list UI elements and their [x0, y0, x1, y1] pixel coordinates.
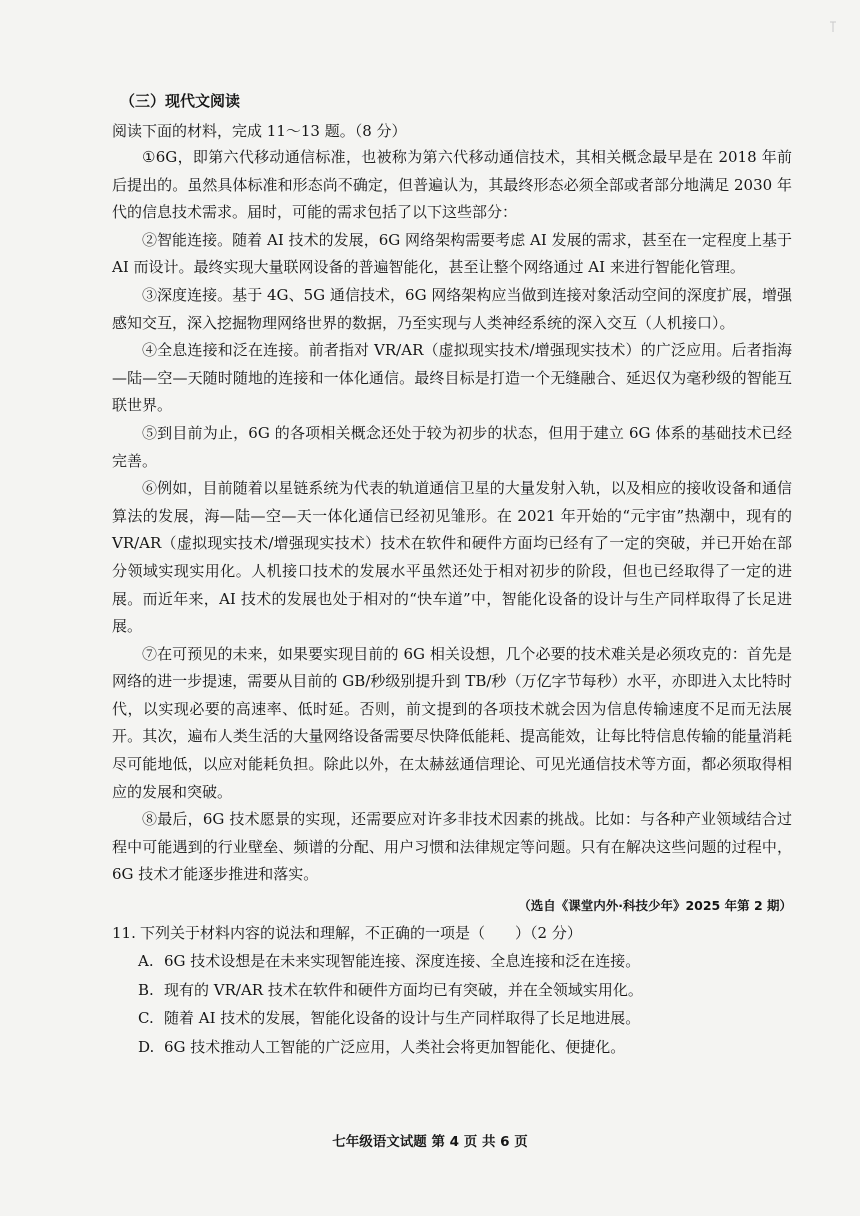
- source-citation: （选自《课堂内外·科技少年》2025 年第 2 期）: [518, 898, 792, 914]
- paragraph-7: ⑦在可预见的未来，如果要实现目前的 6G 相关设想，几个必要的技术难关是必须攻克的：首先是网络的进一步提速，需要从目前的 GB/秒级别提升到 TB/秒（万亿字节每秒）水平，亦即进入太比特时代，以实现必要的高速率、低时延。否则，前文提到的各项技术就会因为信息传输速度不足而无法展开。其次，遍布人类生活的大量网络设备需要尽快降低能耗、提高能效，让每比特信息传输的能量消耗尽可能地低，以应对能耗负担。除此以外，在太赫兹通信理论、可见光通信技术等方面，都必须取得相应的发展和突破。: [112, 644, 792, 801]
- option-text: 现有的 VR/AR 技术在软件和硬件方面均已有突破，并在全领域实用化。: [164, 980, 643, 999]
- option-letter: D.: [138, 1037, 155, 1056]
- passage: [112, 144, 792, 889]
- option-letter: B.: [138, 980, 154, 999]
- option-a: [138, 947, 792, 976]
- paragraph-5: ⑤到目前为止，6G 的各项相关概念还处于较为初步的状态，但用于建立 6G 体系的基础技术已经完善。: [112, 423, 792, 470]
- section-title: （三）现代文阅读: [120, 92, 241, 110]
- paragraph-6: ⑥例如，目前随着以星链系统为代表的轨道通信卫星的大量发射入轨，以及相应的接收设备和通信算法的发展，海—陆—空—天一体化通信已经初见雏形。在 2021 年开始的“元宇宙”热潮中，现有的 VR/AR（虚拟现实技术/增强现实技术）技术在软件和硬件方面均已经有了一定的突破，并已开始在部分领域实现实用化。人机接口技术的发展水平虽然还处于相对初步的阶段，但也已经取得了一定的进展。而近年来，AI 技术的发展也处于相对的“快车道”中，智能化设备的设计与生产同样取得了长足进展。: [112, 479, 792, 636]
- question-stem: [112, 919, 792, 947]
- reading-section: [112, 88, 792, 1061]
- question-options: [138, 947, 792, 1061]
- option-text: 6G 技术推动人工智能的广泛应用，人类社会将更加智能化、便捷化。: [164, 1037, 626, 1056]
- question-text: 下列关于材料内容的说法和理解，不正确的一项是（ ）（2 分）: [140, 924, 582, 943]
- paragraph-8: ⑧最后，6G 技术愿景的实现，还需要应对许多非技术因素的挑战。比如：与各种产业领域结合过程中可能遇到的行业壁垒、频谱的分配、用户习惯和法律规定等问题。只有在解决这些问题的过程中，6G 技术才能逐步推进和落实。: [112, 810, 792, 884]
- option-letter: C.: [138, 1009, 154, 1028]
- option-text: 随着 AI 技术的发展，智能化设备的设计与生产同样取得了长足地进展。: [164, 1009, 641, 1028]
- option-c: [138, 1004, 792, 1033]
- option-b: [138, 976, 792, 1005]
- corner-mark-icon: [828, 20, 838, 34]
- question-number: 11.: [112, 924, 136, 943]
- paragraph-4: ④全息连接和泛在连接。前者指对 VR/AR（虚拟现实技术/增强现实技术）的广泛应用。后者指海—陆—空—天随时随地的连接和一体化通信。最终目标是打造一个无缝融合、延迟仅为毫秒级的智能互联世界。: [112, 341, 792, 415]
- question-11: [112, 919, 792, 1061]
- paragraph-1: ①6G，即第六代移动通信标准，也被称为第六代移动通信技术，其相关概念最早是在 2018 年前后提出的。虽然具体标准和形态尚不确定，但普遍认为，其最终形态必须全部或者部分地满足 2030 年代的信息技术需求。届时，可能的需求包括了以下这些部分：: [112, 148, 792, 222]
- instruction: 阅读下面的材料，完成 11～13 题。（8 分）: [112, 122, 407, 140]
- paragraph-2: ②智能连接。随着 AI 技术的发展，6G 网络架构需要考虑 AI 发展的需求，甚至在一定程度上基于 AI 而设计。最终实现大量联网设备的普遍智能化，甚至让整个网络通过 AI 来进行智能化管理。: [112, 230, 792, 277]
- option-d: [138, 1033, 792, 1062]
- page-footer: 七年级语文试题 第 4 页 共 6 页: [332, 1134, 528, 1150]
- option-letter: A.: [138, 952, 154, 971]
- paragraph-3: ③深度连接。基于 4G、5G 通信技术，6G 网络架构应当做到连接对象活动空间的深度扩展，增强感知交互，深入挖掘物理网络世界的数据，乃至实现与人类神经系统的深入交互（人机接口）。: [112, 285, 792, 332]
- option-text: 6G 技术设想是在未来实现智能连接、深度连接、全息连接和泛在连接。: [164, 952, 641, 971]
